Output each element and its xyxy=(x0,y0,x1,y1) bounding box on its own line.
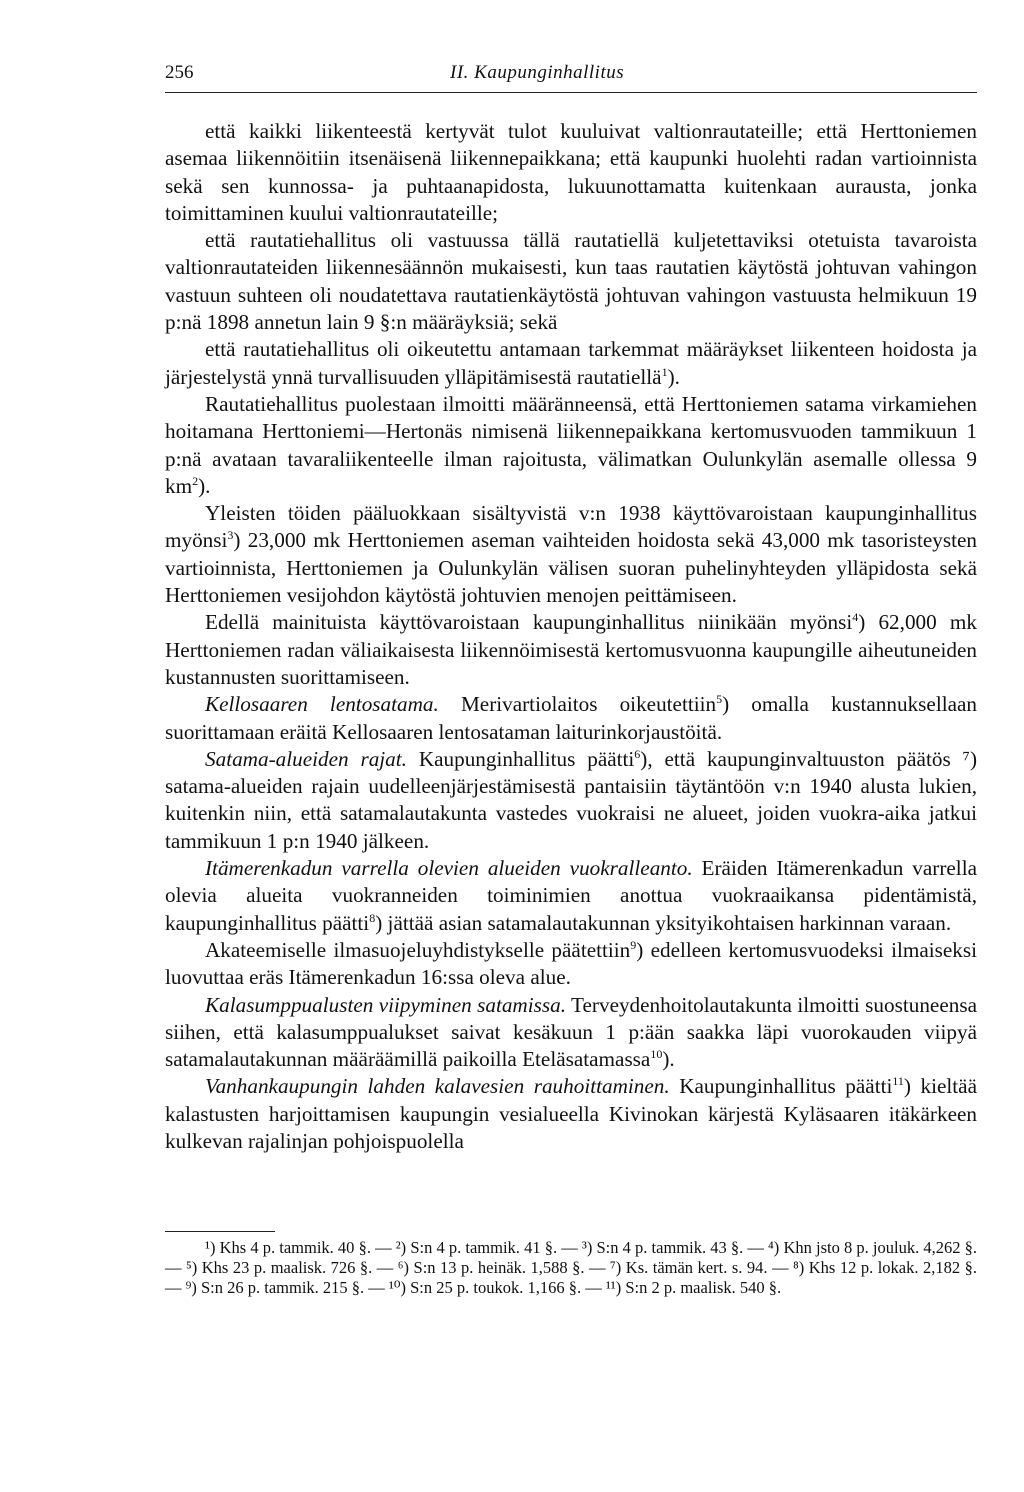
paragraph-text-tail: ) edelleen kertomusvuodeksi ilmaiseksi luovuttaa eräs Itämerenkadun 16:ssa oleva alue. xyxy=(165,937,977,990)
footnote-marker: 3 xyxy=(227,528,234,543)
paragraph-text-tail: ). xyxy=(662,1047,675,1072)
paragraph xyxy=(165,1073,977,1155)
footnote-marker: 4 xyxy=(852,610,859,625)
paragraph-text: Edellä mainituista käyttövaroistaan kaupunginhallitus niinikään myönsi xyxy=(205,610,853,635)
paragraph-heading: Kellosaaren lentosatama. xyxy=(205,692,439,717)
paragraph-text-tail: ). xyxy=(667,364,680,389)
page-number: 256 xyxy=(165,62,194,83)
paragraph xyxy=(165,855,977,937)
paragraph-heading: Itämerenkadun varrella olevien alueiden vuokralleanto. xyxy=(205,856,693,881)
paragraph-text: Terveydenhoitolautakunta ilmoitti suostuneensa siihen, että kalasumppualukset saivat kesäkuun 1 p:ään saakka läpi vuorokauden viipyä satamalautakunnan määräämillä paikoilla Eteläsatamassa xyxy=(165,992,977,1072)
paragraph-text: että rautatiehallitus oli vastuussa tällä rautatiellä kuljetettaviksi otetuista tavaroista valtionrautateiden liikennesäännön mukaisesti, kun taas rautatien käytöstä johtuvan vahingon vastuun suhteen oli noudatettava rautatienkäytöstä johtuvan vahingon vastuusta helmikuun 19 p:nä 1898 annetun lain 9 §:n määräyksiä; sekä xyxy=(165,228,977,335)
paragraph-text-tail: ) kieltää kalastusten harjoittamisen kaupungin vesialueella Kivinokan kärjestä Kyläsaaren itäkärkeen kulkevan rajalinjan pohjoispuolella xyxy=(165,1074,977,1153)
paragraph-text: että rautatiehallitus oli oikeutettu antamaan tarkemmat määräykset liikenteen hoidosta ja järjestelystä ynnä turvallisuuden ylläpitämisestä rautatiellä xyxy=(165,337,977,389)
footnote-marker: 5 xyxy=(716,692,723,707)
paragraph xyxy=(165,227,977,336)
paragraph-text-tail: ). xyxy=(198,473,211,498)
paragraph xyxy=(165,691,977,746)
body-text xyxy=(165,118,977,1155)
paragraph-text: Yleisten töiden pääluokkaan sisältyvistä v:n 1938 käyttövaroistaan kaupunginhallitus myönsi xyxy=(165,501,977,553)
footnote-marker: 6 xyxy=(634,746,641,761)
paragraph xyxy=(165,391,977,500)
paragraph xyxy=(165,992,977,1074)
paragraph xyxy=(165,118,977,227)
paragraph-heading: Kalasumppualusten viipyminen satamissa. xyxy=(205,992,567,1017)
footnote-marker: 11 xyxy=(892,1074,904,1089)
paragraph-text-tail: ) 23,000 mk Herttoniemen aseman vaihteiden hoidosta sekä 43,000 mk tasoristeysten vartioinnista, Herttoniemen ja Oulunkylän välisen suoran puhelinyhteyden ylläpidosta sekä Herttoniemen vesijohdon käytöstä johtuvien menojen peittämiseen. xyxy=(165,528,977,608)
footnote-marker: 2 xyxy=(192,473,199,488)
paragraph xyxy=(165,336,977,391)
footnote-marker: 9 xyxy=(630,937,637,952)
footnote-marker: 10 xyxy=(650,1047,663,1062)
paragraph-heading: Vanhankaupungin lahden kalavesien rauhoittaminen. xyxy=(205,1074,670,1099)
paragraph-text-tail: ) jättää asian satamalautakunnan yksityikohtaisen harkinnan varaan. xyxy=(375,910,952,935)
footnote-marker: 8 xyxy=(369,910,376,925)
paragraph-heading: Satama-alueiden rajat. xyxy=(205,746,407,771)
paragraph xyxy=(165,746,977,855)
paragraph-text: Kaupunginhallitus päätti xyxy=(406,746,635,771)
paragraph-text-tail: ) 62,000 mk Herttoniemen radan väliaikaisesta liikennöimisestä kertomusvuonna kaupungille aiheutuneiden kustannusten suorittamiseen. xyxy=(165,610,977,689)
paragraph-text: että kaikki liikenteestä kertyvät tulot kuuluivat valtionrautateille; että Herttoniemen asemaa liikennöitiin itsenäisenä liikennepaikkana; että kaupunki huolehti radan vartioinnista sekä sen kunnossa- ja puhtaanapidosta, lukuunottamatta kuitenkaan aurausta, jonka toimittaminen kuului valtionrautateille; xyxy=(165,119,977,225)
footnote-rule xyxy=(165,1231,275,1232)
paragraph-text: Rautatiehallitus puolestaan ilmoitti määränneensä, että Herttoniemen satama virkamiehen hoitamana Herttoniemi—Hertonäs nimisenä liikennepaikkana kertomusvuoden tammikuun 1 p:nä avataan tavaraliikenteelle ilman rajoitusta, välimatkan Oulunkylän asemalle ollessa 9 km xyxy=(165,391,977,498)
paragraph-text: Merivartiolaitos oikeutettiin xyxy=(438,692,717,717)
running-header xyxy=(165,62,977,93)
footnote-marker: 1 xyxy=(661,364,668,379)
paragraph-text: Kaupunginhallitus päätti xyxy=(669,1074,893,1099)
paragraph-text: Akateemiselle ilmasuojeluyhdistykselle päätettiin xyxy=(205,937,631,962)
running-title: II. Kaupunginhallitus xyxy=(450,62,625,83)
footnotes: ¹) Khs 4 p. tammik. 40 §. — ²) S:n 4 p. tammik. 41 §. — ³) S:n 4 p. tammik. 43 §. — ⁴) Khn jsto 8 p. jouluk. 4,262 §. — ⁵) Khs 23 p. maalisk. 726 §. — ⁶) S:n 13 p. heinäk. 1,588 §. — ⁷) Ks. tämän kert. s. 94. — ⁸) Khs 12 p. lokak. 2,182 §. — ⁹) S:n 26 p. tammik. 215 §. — ¹⁰) S:n 25 p. toukok. 1,166 §. — ¹¹) S:n 2 p. maalisk. 540 §. xyxy=(165,1238,977,1297)
paragraph-text-tail: ) omalla kustannuksellaan suorittamaan eräitä Kellosaaren lentosataman laiturinkorjaustöitä. xyxy=(165,692,977,744)
paragraph xyxy=(165,609,977,691)
paragraph-text: Eräiden Itämerenkadun varrella olevia alueita vuokranneiden toiminimien anottua vuokraaikansa pidentämistä, kaupunginhallitus päätti xyxy=(165,856,977,935)
paragraph-text-tail: ), että kaupunginvaltuuston päätös ⁷) satama-alueiden rajain uudelleenjärjestämisestä pantaisiin täytäntöön v:n 1940 alusta lukien, kuitenkin niin, että satamalautakunta vastedes vuokraisi ne alueet, joiden vuokra-aika jatkui tammikuun 1 p:n 1940 jälkeen. xyxy=(165,746,977,853)
paragraph xyxy=(165,937,977,992)
paragraph xyxy=(165,500,977,609)
